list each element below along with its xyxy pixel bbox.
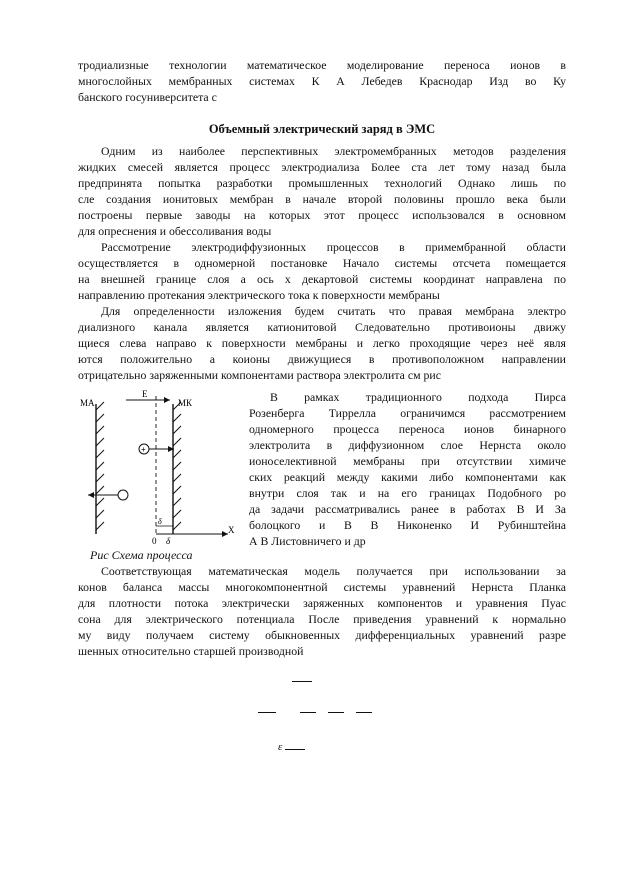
fraction-bar <box>328 712 344 713</box>
field-arrowhead <box>164 397 170 403</box>
para5-line: шенных относительно старшей производной <box>78 644 304 658</box>
cation-plus-icon: + <box>141 445 146 454</box>
anion-arrowhead <box>88 492 94 498</box>
fraction-bar <box>292 681 312 682</box>
para1-line: для опреснения и обессоливания воды <box>78 224 272 238</box>
para3-line: ются положительно а коионы движущиеся в противоположном направлении <box>78 352 566 366</box>
para2-line: Рассмотрение электродиффузионных процессов в примембранной области <box>101 240 566 254</box>
para2-line: на внешней границе слоя а ось x декартовой системы координат направлена по <box>78 272 566 286</box>
section-heading: Объемный электрический заряд в ЭМС <box>208 122 436 136</box>
para4-line: Розенберга Тиррелла ограничимся рассмотрением <box>249 406 566 420</box>
para3-line: Для определенности изложения будем считать что правая мембрана электро <box>101 304 566 318</box>
para1-line: предпринята попытка разработки промышленных технологий Однако лишь по <box>78 176 566 190</box>
para5-line: Соответствующая математическая модель получается при использовании за <box>101 564 566 578</box>
para4-line: внутри слоя так и на его границах Подобного ро <box>249 486 566 500</box>
figure-caption: Рис Схема процесса <box>90 548 193 562</box>
reference-line-2: многослойных мембранных системах К А Лебедев Краснодар Изд во Ку <box>78 74 566 88</box>
fraction-bar <box>300 712 316 713</box>
x-axis-label: X <box>228 525 235 535</box>
para4-line: ионоселективной мембраны при отсутствии химиче <box>249 454 566 468</box>
para5-line: му виду получаем систему обыкновенных дифференциальных уравнений разре <box>78 628 566 642</box>
right-membrane-hatch <box>173 402 181 530</box>
para4-line: А В Листовничего и др <box>249 534 366 548</box>
para4-line: электролита в диффузионном слое Нернста около <box>249 438 566 452</box>
reference-line-1: тродиализные технологии математическое моделирование переноса ионов в <box>78 58 566 72</box>
process-diagram <box>78 386 238 546</box>
para4-line: да задачи рассматривались ранее в работах В И За <box>249 502 566 516</box>
epsilon-symbol: ε <box>278 741 283 753</box>
para5-line: конов баланса массы многокомпонентной системы уравнений Нернста Планка <box>78 580 566 594</box>
fraction-bar <box>356 712 372 713</box>
left-membrane-hatch <box>96 402 104 530</box>
label-ma: МА <box>80 398 95 408</box>
para1-line: сле создания ионитовых мембран в начале второй половины прошло века были <box>78 192 566 206</box>
label-e: E <box>142 389 148 399</box>
para3-line: диализного канала является катионитовой Следовательно противоионы движу <box>78 320 566 334</box>
para1-line: жидких смесей является процесс электродиализа Более ста лет тому назад была <box>78 160 566 174</box>
para5-line: сона для электрического потенциала После приведения уравнений к нормально <box>78 612 566 626</box>
reference-line-3: банского госуниверситета с <box>78 90 217 104</box>
para2-line: осуществляется в одномерной постановке Начало системы отсчета помещается <box>78 256 566 270</box>
fraction-bar <box>285 749 305 750</box>
anion-circle <box>118 490 128 500</box>
para4-line: В рамках традиционного подхода Пирса <box>270 390 566 404</box>
delta-label: δ <box>166 536 171 546</box>
label-mk: МК <box>178 398 193 408</box>
para4-line: ских реакций между какими либо компонентами как <box>249 470 566 484</box>
para1-line: Одним из наиболее перспективных электромембранных методов разделения <box>101 144 566 158</box>
para3-line: щиеся слева направо к поверхности мембраны и легко проходящие через неё явля <box>78 336 566 350</box>
para3-line: отрицательно заряженными компонентами раствора электролита см рис <box>78 368 441 382</box>
para1-line: построены первые заводы на которых этот процесс использовался в основном <box>78 208 566 222</box>
fraction-bar <box>258 712 276 713</box>
para2-line: направлению протекания электрического тока к поверхности мембраны <box>78 288 440 302</box>
para5-line: для плотности потока электрически заряженных компонентов и уравнения Пуас <box>78 596 566 610</box>
origin-label: 0 <box>152 536 157 546</box>
para4-line: одномерного процесса переноса ионов бинарного <box>249 422 566 436</box>
delta-label-upper: δ <box>158 517 162 526</box>
para4-line: болоцкого и В В Никоненко И Рубинштейна <box>249 518 566 532</box>
